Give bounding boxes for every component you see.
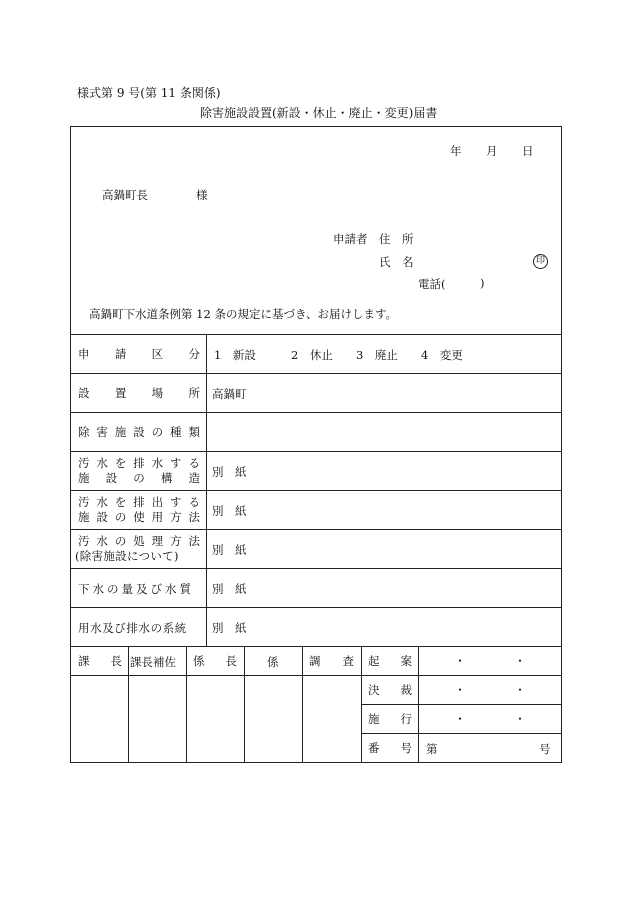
approval-col-divider [128,646,129,763]
discharge-usage-value[interactable]: 別 紙 [212,504,247,518]
treatment-method-value[interactable]: 別 紙 [212,543,247,557]
water-system-label: 用水及び排水の系統 [78,621,187,635]
discharge-usage-label: 汚 水 を 排 出 す る 施 設 の 使 用 方 法 [78,494,200,524]
label-column-divider [206,334,207,646]
applicant-phone-close: ) [480,276,485,290]
record-dot: ・ [454,654,467,668]
form-number: 様式第 9 号(第 11 条関係) [77,86,221,100]
applicant-phone-label: 電話( [418,277,446,291]
approval-header-unit-chief: 係 長 [193,653,237,668]
form-title: 除害施設設置(新設・休止・廃止・変更)届書 [200,106,438,120]
location-label: 設 置 場 所 [78,385,200,400]
approval-header-investigation: 調 査 [309,653,354,668]
row-divider [70,568,562,569]
seal-mark: 印 [533,254,548,269]
record-label-number: 番 号 [368,741,412,755]
approval-header-section-chief: 課 長 [78,653,122,668]
approval-header-deputy-chief: 課長補佐 [130,655,176,669]
date-year: 年 [450,144,462,158]
record-label-enforcement: 施 行 [368,711,412,726]
record-dot: ・ [514,683,527,697]
discharge-structure-label: 汚 水 を 排 水 す る 施 設 の 構 造 [78,455,200,485]
category-option-abolish[interactable]: 3 廃止 [356,348,398,362]
water-system-value[interactable]: 別 紙 [212,621,247,635]
approval-col-divider [302,646,303,763]
row-divider [70,607,562,608]
record-dot: ・ [514,712,527,726]
approval-col-divider [244,646,245,763]
addressee-name: 高鍋町長 [102,188,148,202]
facility-type-label: 除 害 施 設 の 種 類 [78,424,200,439]
record-label-decision: 決 裁 [368,682,412,697]
record-label-draft: 起 案 [368,653,412,668]
record-number-prefix: 第 [426,742,438,756]
category-label: 申 請 区 分 [78,346,200,361]
applicant-name-label: 氏 名 [379,255,414,269]
record-number-suffix: 号 [539,742,551,756]
approval-col-divider [361,646,362,763]
water-quality-value[interactable]: 別 紙 [212,582,247,596]
date-month: 月 [486,144,498,158]
category-option-change[interactable]: 4 変更 [421,348,463,362]
treatment-method-label: 汚 水 の 処 理 方 法 (除害施設について) [75,533,200,563]
water-quality-label: 下水の量及び水質 [78,582,194,596]
record-dot: ・ [514,654,527,668]
category-option-new[interactable]: 1 新設 [214,348,256,362]
applicant-label: 申請者 [333,232,368,246]
date-day: 日 [522,144,534,158]
statement: 高鍋町下水道条例第 12 条の規定に基づき、お届けします。 [89,307,398,321]
category-option-suspend[interactable]: 2 休止 [291,348,333,362]
location-value[interactable]: 高鍋町 [212,387,247,401]
approval-header-staff: 係 [267,655,279,669]
record-col-divider [418,646,419,763]
record-dot: ・ [454,712,467,726]
approval-col-divider [186,646,187,763]
record-dot: ・ [454,683,467,697]
discharge-structure-value[interactable]: 別 紙 [212,465,247,479]
addressee-honorific: 様 [196,188,208,202]
applicant-address-label: 住 所 [379,232,414,246]
approval-header-divider [70,675,562,676]
